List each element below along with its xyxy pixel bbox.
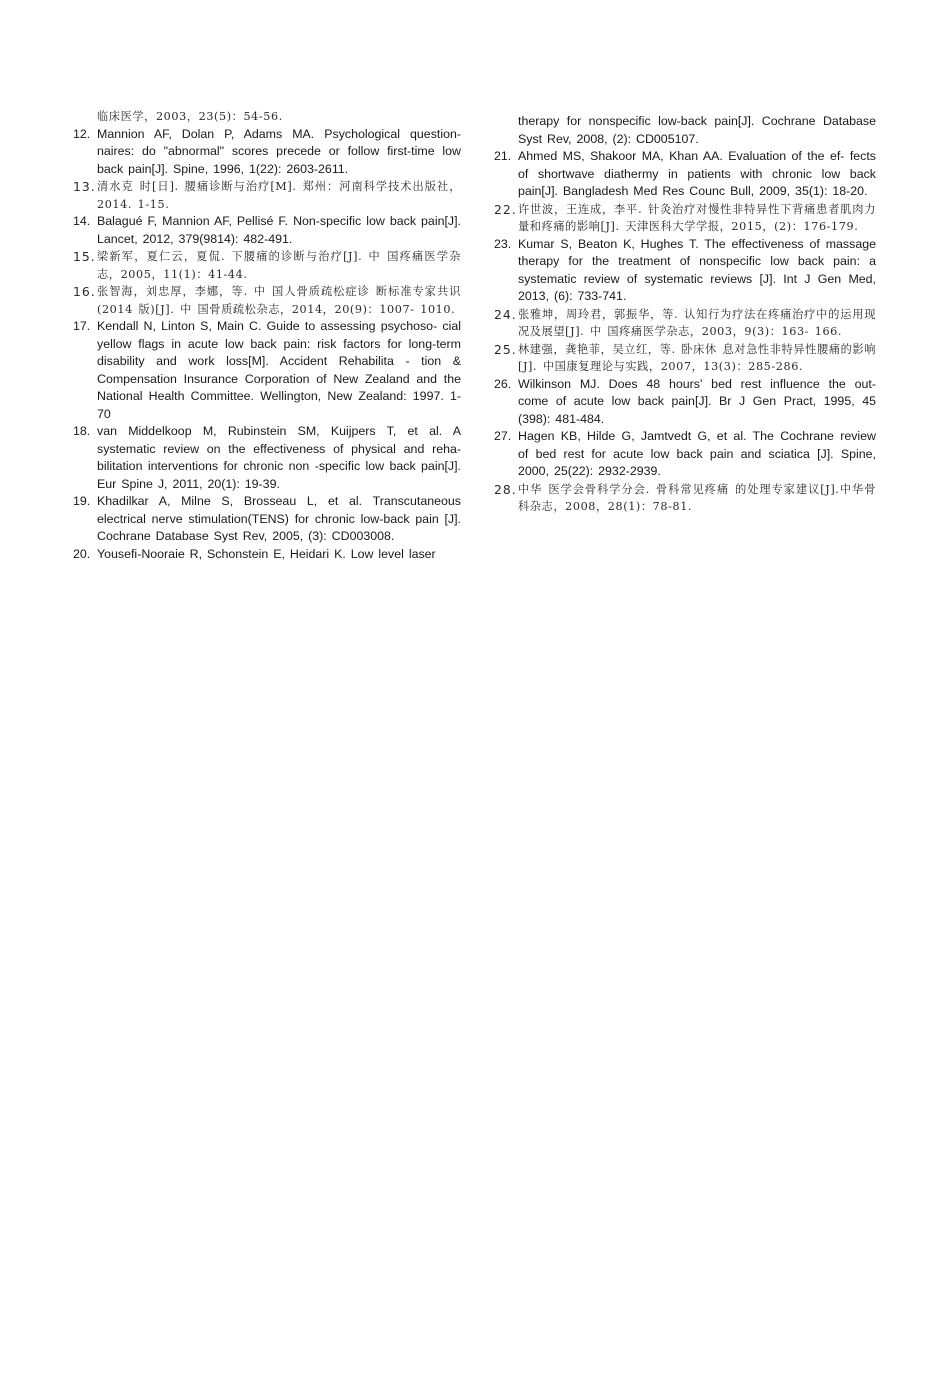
reference-entry <box>494 376 876 429</box>
reference-number: 18. <box>73 424 91 438</box>
reference-text: van Middelkoop M, Rubinstein SM, Kuijpers T, et al. A systematic review on the effectiveness of physical and reha- bilitation interventions for chronic non -specific low back pain[J]. Eur Spine J, 2011, 20(1): 19-39. <box>97 424 461 491</box>
reference-text: Kendall N, Linton S, Main C. Guide to assessing psychoso- cial yellow flags in acute low back pain: risk factors for long-term disability and work loss[M]. Accident Rehabilita - tion & Compensation Insurance Corporation of New Zealand and the National Health Committee. Wellington, New Zealand: 1997. 1-70 <box>97 319 461 421</box>
reference-entry <box>494 341 876 376</box>
reference-entry <box>494 148 876 201</box>
reference-number: 22. <box>494 201 517 217</box>
reference-entry <box>494 201 876 236</box>
reference-number: 21. <box>494 149 512 163</box>
reference-text: therapy for nonspecific low-back pain[J]. Cochrane Database Syst Rev, 2008, (2): CD005107. <box>518 114 876 146</box>
reference-number: 17. <box>73 319 91 333</box>
reference-entry <box>73 126 461 179</box>
reference-entry <box>494 428 876 481</box>
reference-text: Mannion AF, Dolan P, Adams MA. Psychological question- naires: do "abnormal" scores precede or follow first-time low back pain[J]. Spine, 1996, 1(22): 2603-2611. <box>97 126 461 176</box>
reference-number: 26. <box>494 376 512 391</box>
reference-continuation <box>73 108 461 126</box>
reference-entry <box>73 423 461 493</box>
reference-text: Khadilkar A, Milne S, Brosseau L, et al. Transcutaneous electrical nerve stimulation(TENS) for chronic low-back pain [J]. Cochrane Database Syst Rev, 2005, (3): CD003008. <box>97 494 461 543</box>
reference-text: Wilkinson MJ. Does 48 hours' bed rest influence the out- come of acute low back pain[J]. Br J Gen Pract, 1995, 45 (398): 481-484. <box>518 376 876 426</box>
reference-number: 28. <box>494 481 517 497</box>
reference-number: 19. <box>73 494 91 508</box>
reference-text: 临床医学，2003，23(5)：54-56. <box>97 110 283 123</box>
reference-number: 27. <box>494 429 512 443</box>
reference-text: 林建强，龚艳菲，吴立红，等. 卧床休 息对急性非特异性腰痛的影响[J]. 中国康复理论与实践，2007，13(3)：285-286. <box>518 342 876 373</box>
reference-text: 清水克 时[日]. 腰痛诊断与治疗[M]. 郑州：河南科学技术出版社，2014. 1-15. <box>97 180 461 211</box>
reference-list-left-column <box>73 108 461 563</box>
reference-entry <box>73 178 461 213</box>
reference-entry <box>494 236 876 306</box>
reference-number: 12. <box>73 126 91 141</box>
reference-number: 14. <box>73 214 91 228</box>
reference-number: 13. <box>73 179 96 194</box>
reference-entry <box>73 248 461 283</box>
reference-continuation <box>494 113 876 148</box>
reference-text: 张雅坤，周玲君，郭振华，等. 认知行为疗法在疼痛治疗中的运用现况及展望[J]. 中 国疼痛医学杂志，2003，9(3)：163- 166. <box>518 307 876 338</box>
reference-entry <box>494 306 876 341</box>
reference-text: Kumar S, Beaton K, Hughes T. The effectiveness of massage therapy for the treatment of nonspecific low back pain: a systematic review of systematic reviews [J]. Int J Gen Med, 2013, (6): 733-741. <box>518 236 876 303</box>
reference-text: Ahmed MS, Shakoor MA, Khan AA. Evaluation of the ef- fects of shortwave diathermy in patients with chronic low back pain[J]. Bangladesh Med Res Counc Bull, 2009, 35(1): 18-20. <box>518 149 876 198</box>
reference-number: 25. <box>494 341 517 357</box>
reference-text: 张智海，刘忠厚，李娜，等. 中 国人骨质疏松症诊 断标准专家共识(2014 版)[J]. 中 国骨质疏松杂志，2014，20(9)：1007- 1010. <box>97 285 461 316</box>
reference-text: 梁新军，夏仁云，夏侃. 下腰痛的诊断与治疗[J]. 中 国疼痛医学杂志，2005，11(1)：41-44. <box>97 250 461 281</box>
reference-entry <box>73 546 461 564</box>
reference-text: 中华 医学会骨科学分会. 骨科常见疼痛 的处理专家建议[J].中华骨科杂志，2008，28(1)：78-81. <box>518 482 876 513</box>
reference-number: 16. <box>73 284 96 299</box>
reference-entry <box>73 213 461 248</box>
reference-entry <box>73 283 461 318</box>
reference-number: 15. <box>73 249 96 264</box>
reference-text: Balagué F, Mannion AF, Pellisé F. Non-specific low back pain[J]. Lancet, 2012, 379(9814): 482-491. <box>97 214 461 246</box>
reference-text: 许世波，王连成，李平. 针灸治疗对慢性非特异性下背痛患者肌肉力量和疼痛的影响[J]. 天津医科大学学报，2015，(2)：176-179. <box>518 202 876 233</box>
reference-entry <box>73 318 461 423</box>
reference-list-right-column <box>494 113 876 516</box>
reference-number: 24. <box>494 306 517 322</box>
reference-entry <box>494 481 876 516</box>
reference-entry <box>73 493 461 546</box>
reference-text: Hagen KB, Hilde G, Jamtvedt G, et al. The Cochrane review of bed rest for acute low back pain and sciatica [J]. Spine, 2000, 25(22): 2932-2939. <box>518 429 876 478</box>
reference-number: 23. <box>494 236 512 251</box>
reference-text: Yousefi-Nooraie R, Schonstein E, Heidari K. Low level laser <box>97 546 436 561</box>
reference-number: 20. <box>73 546 91 561</box>
